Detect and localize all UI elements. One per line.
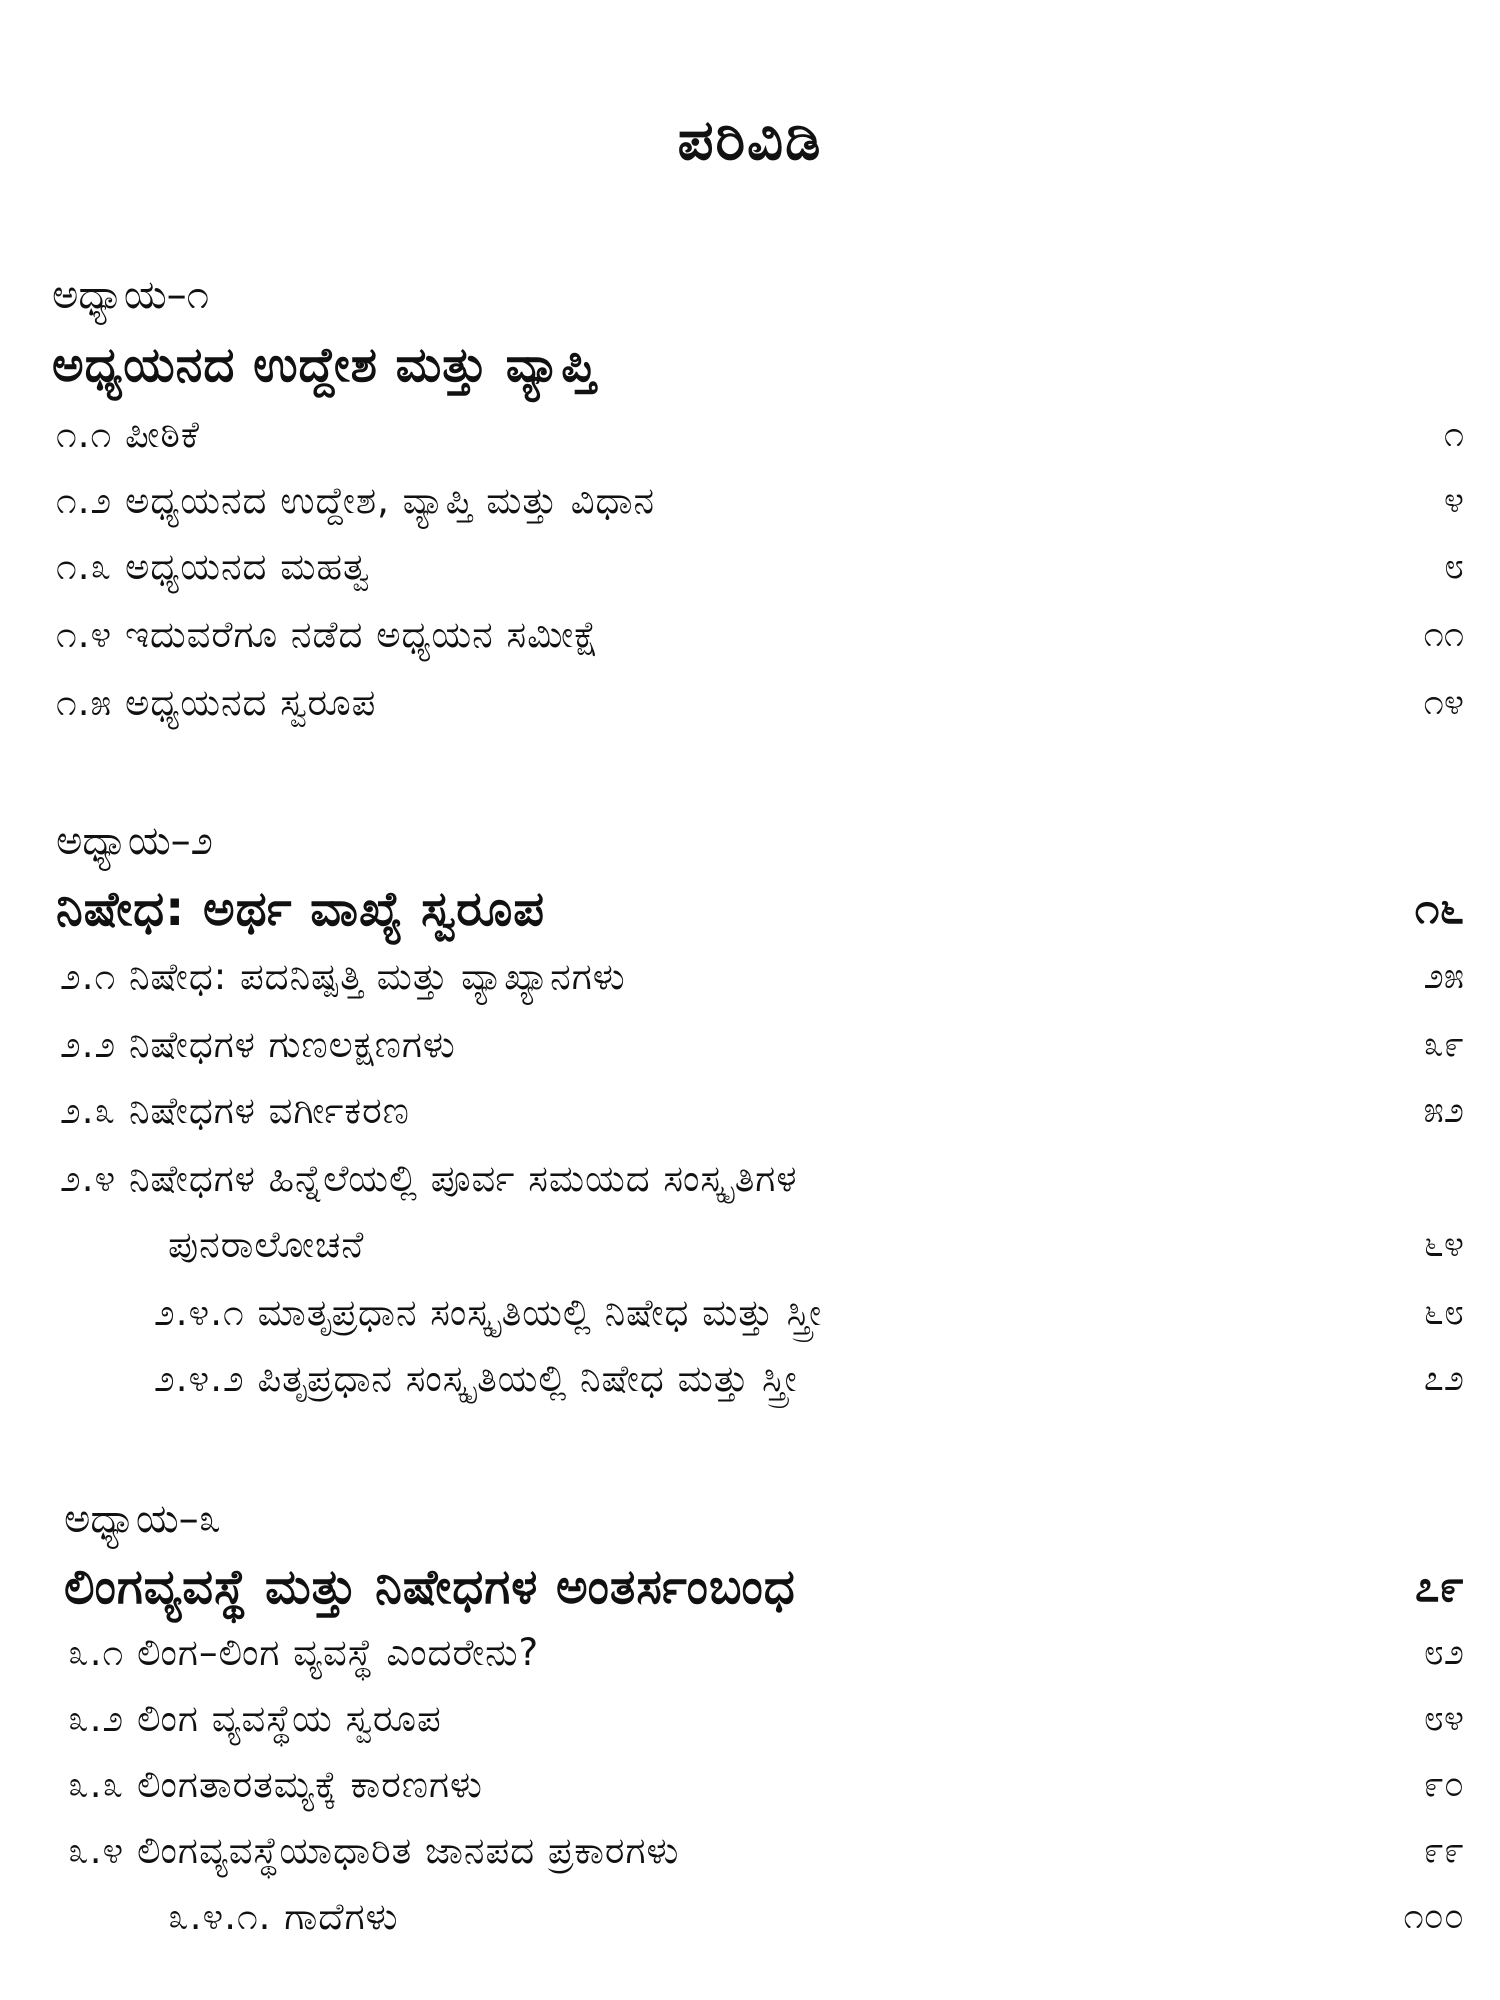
toc-entry[interactable] bbox=[0, 1884, 1500, 1950]
toc-entry-page: ೧ bbox=[1443, 414, 1464, 455]
chapter-heading-text: ಅಧ್ಯಯನದ ಉದ್ದೇಶ ಮತ್ತು ವ್ಯಾಪ್ತಿ bbox=[52, 337, 598, 393]
toc-entry-page: ೧೦೦ bbox=[1403, 1896, 1464, 1937]
chapter-heading-page: ೧೬ bbox=[1414, 883, 1464, 934]
toc-entry-text: ಪುನರಾಲೋಚನೆ bbox=[168, 1223, 365, 1266]
chapter-heading bbox=[0, 1554, 1500, 1620]
toc-entry-page: ೩೯ bbox=[1423, 1024, 1464, 1065]
chapter-heading bbox=[0, 332, 1500, 398]
toc-entry-text: ೨.೪.೧ ಮಾತೃಪ್ರಧಾನ ಸಂಸ್ಕೃತಿಯಲ್ಲಿ ನಿಷೇಧ ಮತ್ತು ಸ್ತ್ರೀ bbox=[154, 1291, 823, 1334]
toc-entry-page: ೯೯ bbox=[1423, 1830, 1464, 1871]
toc-entry-text: ೩.೧ ಲಿಂಗ–ಲಿಂಗ ವ್ಯವಸ್ಥೆ ಎಂದರೇನು? bbox=[68, 1631, 540, 1674]
chapter-label-text: ಅಧ್ಯಾಯ–೨ bbox=[56, 818, 214, 864]
toc-entry-page: ೫೨ bbox=[1423, 1090, 1464, 1131]
toc-entry-page: ೮೪ bbox=[1423, 1698, 1464, 1739]
chapter-heading-text: ನಿಷೇಧ: ಅರ್ಥ ವಾಖ್ಯೆ ಸ್ವರೂಪ bbox=[56, 881, 546, 937]
toc-entry-text: ೩.೪ ಲಿಂಗವ್ಯವಸ್ಥೆಯಾಧಾರಿತ ಜಾನಪದ ಪ್ರಕಾರಗಳು bbox=[68, 1829, 680, 1872]
toc-entry-text: ೧.೨ ಅಧ್ಯಯನದ ಉದ್ದೇಶ, ವ್ಯಾಪ್ತಿ ಮತ್ತು ವಿಧಾನ bbox=[56, 479, 656, 522]
toc-entry[interactable] bbox=[0, 1078, 1500, 1144]
toc-entry[interactable] bbox=[0, 602, 1500, 668]
toc-entry-text: ೧.೧ ಪೀಠಿಕೆ bbox=[56, 413, 201, 456]
toc-entry[interactable] bbox=[0, 1212, 1500, 1278]
toc-entry[interactable] bbox=[0, 1620, 1500, 1686]
toc-entry-text: ೩.೩ ಲಿಂಗತಾರತಮ್ಯಕ್ಕೆ ಕಾರಣಗಳು bbox=[68, 1763, 483, 1806]
toc-entry-page: ೧೪ bbox=[1423, 682, 1464, 723]
toc-entry[interactable] bbox=[0, 944, 1500, 1010]
toc-entry-text: ೩.೨ ಲಿಂಗ ವ್ಯವಸ್ಥೆಯ ಸ್ವರೂಪ bbox=[68, 1697, 442, 1740]
toc-entry-text: ೨.೨ ನಿಷೇಧಗಳ ಗುಣಲಕ್ಷಣಗಳು bbox=[60, 1023, 456, 1066]
chapter-heading bbox=[0, 876, 1500, 942]
toc-entry[interactable] bbox=[0, 468, 1500, 534]
toc-entry-page: ೪ bbox=[1443, 480, 1464, 521]
toc-entry-page: ೮೨ bbox=[1423, 1632, 1464, 1673]
toc-entry[interactable] bbox=[0, 1818, 1500, 1884]
chapter-heading-text: ಲಿಂಗವ್ಯವಸ್ಥೆ ಮತ್ತು ನಿಷೇಧಗಳ ಅಂತರ್ಸಂಬಂಧ bbox=[64, 1559, 796, 1615]
toc-entry-text: ೨.೪ ನಿಷೇಧಗಳ ಹಿನ್ನೆಲೆಯಲ್ಲಿ ಪೂರ್ವ ಸಮಯದ ಸಂಸ್ಕೃತಿಗಳ bbox=[60, 1157, 798, 1200]
toc-entry[interactable] bbox=[0, 1146, 1500, 1212]
chapter-label bbox=[0, 1486, 1500, 1552]
toc-entry[interactable] bbox=[0, 1012, 1500, 1078]
toc-entry-page: ೬೮ bbox=[1423, 1292, 1464, 1333]
toc-entry-page: ೬೪ bbox=[1423, 1224, 1464, 1265]
page-title: ಪರಿವಿಡಿ bbox=[677, 108, 823, 173]
toc-entry-text: ೩.೪.೧. ಗಾದೆಗಳು bbox=[168, 1895, 399, 1938]
chapter-label bbox=[0, 262, 1500, 328]
chapter-label-text: ಅಧ್ಯಾಯ–೩ bbox=[64, 1496, 222, 1542]
toc-entry[interactable] bbox=[0, 670, 1500, 736]
toc-entry[interactable] bbox=[0, 1280, 1500, 1346]
toc-entry-text: ೧.೩ ಅಧ್ಯಯನದ ಮಹತ್ವ bbox=[56, 545, 371, 588]
chapter-heading-page: ೭೯ bbox=[1414, 1561, 1464, 1612]
chapter-label-text: ಅಧ್ಯಾಯ–೧ bbox=[52, 272, 210, 318]
toc-entry[interactable] bbox=[0, 402, 1500, 468]
toc-entry-page: ೮ bbox=[1443, 546, 1464, 587]
toc-entry[interactable] bbox=[0, 534, 1500, 600]
toc-entry-text: ೨.೩ ನಿಷೇಧಗಳ ವರ್ಗೀಕರಣ bbox=[60, 1089, 410, 1132]
chapter-label bbox=[0, 808, 1500, 874]
toc-entry-page: ೭೨ bbox=[1423, 1358, 1464, 1399]
toc-entry-text: ೨.೧ ನಿಷೇಧ: ಪದನಿಷ್ಪತ್ತಿ ಮತ್ತು ವ್ಯಾಖ್ಯಾನಗಳು bbox=[60, 955, 626, 998]
toc-entry-page: ೨೫ bbox=[1423, 956, 1464, 997]
toc-entry-page: ೯೦ bbox=[1423, 1764, 1464, 1805]
toc-entry[interactable] bbox=[0, 1752, 1500, 1818]
toc-entry[interactable] bbox=[0, 1346, 1500, 1412]
toc-entry-text: ೧.೪ ಇದುವರೆಗೂ ನಡೆದ ಅಧ್ಯಯನ ಸಮೀಕ್ಷೆ bbox=[56, 613, 600, 656]
toc-entry-page: ೧೧ bbox=[1423, 614, 1464, 655]
toc-entry-text: ೨.೪.೨ ಪಿತೃಪ್ರಧಾನ ಸಂಸ್ಕೃತಿಯಲ್ಲಿ ನಿಷೇಧ ಮತ್ತು ಸ್ತ್ರೀ bbox=[154, 1357, 798, 1400]
toc-entry-text: ೧.೫ ಅಧ್ಯಯನದ ಸ್ವರೂಪ bbox=[56, 681, 377, 724]
toc-entry[interactable] bbox=[0, 1686, 1500, 1752]
